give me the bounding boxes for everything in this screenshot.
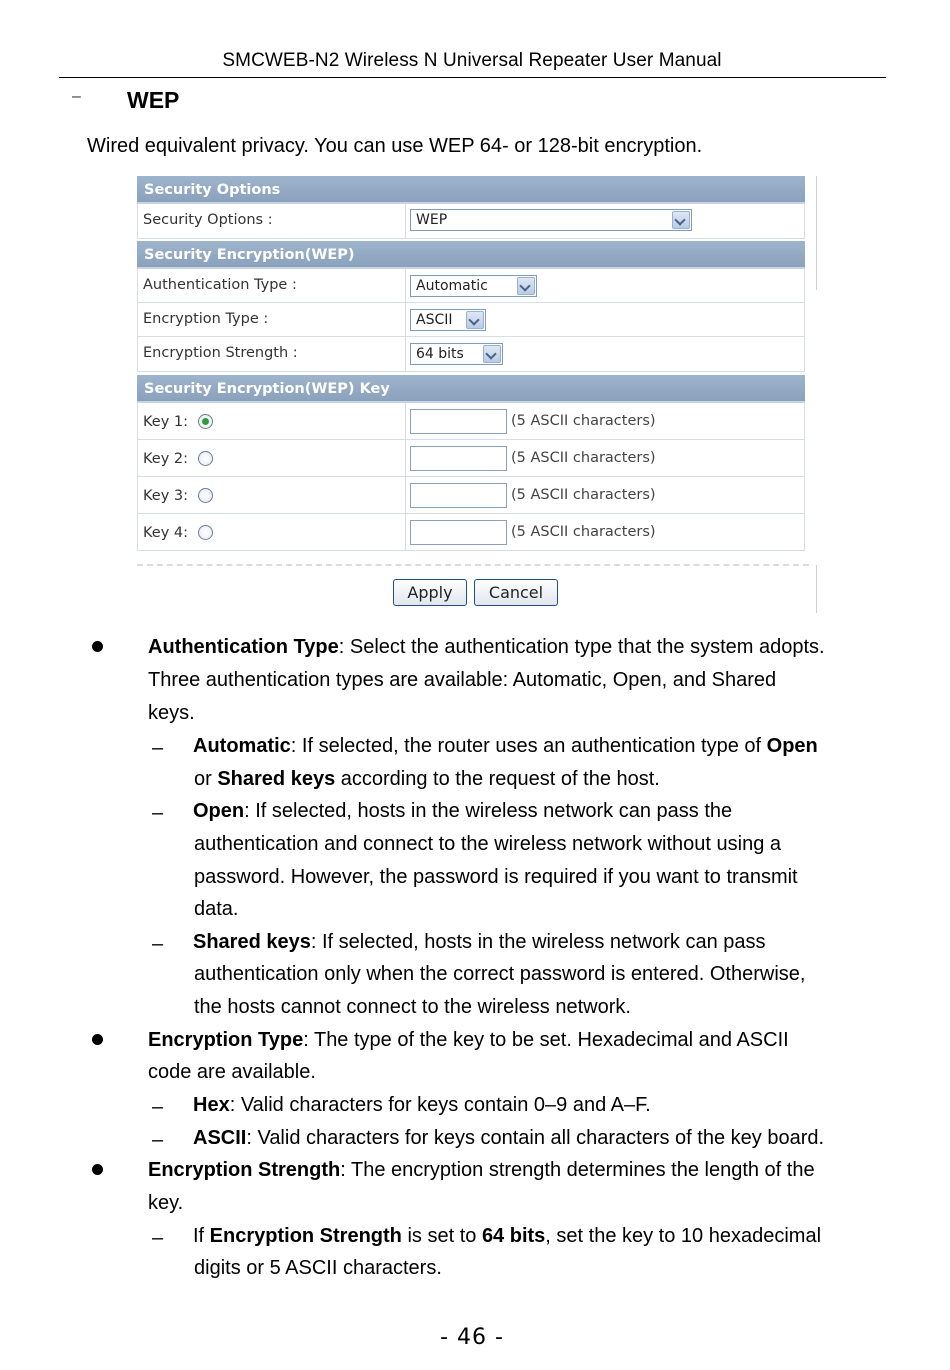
key-input[interactable] [410,520,507,545]
dash-marker: – [152,1227,164,1249]
item-text: If [193,1225,210,1247]
security-options-value: WEP [416,212,448,228]
sub-item-cont [194,763,660,796]
item-text: : The type of the key to be set. Hexadecimal and ASCII [303,1029,789,1051]
item-text: data. [194,898,239,920]
cancel-button[interactable]: Cancel [474,579,558,606]
apply-button[interactable]: Apply [393,579,467,606]
term: Shared keys [193,931,311,953]
key-label: Key 4: [143,525,189,541]
dash-marker: – [152,737,164,759]
wep-settings-panel [137,176,819,614]
security-options-row [137,204,805,239]
item-text: or [194,768,218,790]
item-text: : Select the authentication type that the system adopts. [338,636,825,658]
bullet-icon [92,641,103,652]
item-text: is set to [401,1225,482,1247]
key-hint: (5 ASCII characters) [511,524,656,540]
key-radio[interactable] [198,414,213,429]
column-divider [405,477,406,513]
auth-type-value: Automatic [416,278,488,294]
auth-type-label: Authentication Type : [143,277,297,293]
encryption-header: Security Encryption(WEP) [137,241,805,269]
sub-item [193,795,732,828]
item-text: the hosts cannot connect to the wireless network. [194,996,631,1018]
header-rule [59,77,886,78]
column-divider [405,337,406,371]
item-text: : If selected, the router uses an authentication type of [290,735,767,757]
auth-type-select[interactable] [410,275,537,297]
sub-item [193,1089,651,1122]
column-divider [405,303,406,336]
key-label: Key 3: [143,488,189,504]
section-intro: Wired equivalent privacy. You can use WEP 64- or 128-bit encryption. [87,135,703,157]
term: Encryption Strength [148,1159,341,1181]
key-radio[interactable] [198,451,213,466]
item-text: : If selected, hosts in the wireless network can pass the [244,800,733,822]
security-options-label: Security Options : [143,212,273,228]
item-text: key. [148,1192,184,1214]
key-row [137,440,805,477]
item-text: , set the key to 10 hexadecimal [545,1225,822,1247]
key-row [137,477,805,514]
item-text: authentication only when the correct password is entered. Otherwise, [194,963,806,985]
item-text: password. However, the password is required if you want to transmit [194,866,798,888]
item-text: digits or 5 ASCII characters. [194,1257,442,1279]
item-text: code are available. [148,1061,316,1083]
item-text: : Valid characters for keys contain all characters of the key board. [246,1127,825,1149]
item-text: authentication and connect to the wireless network without using a [194,833,782,855]
key-hint: (5 ASCII characters) [511,413,656,429]
dash-marker: – [152,802,164,824]
term: Open [193,800,245,822]
bullet-icon [92,1034,103,1045]
dash-marker: – [152,1129,164,1151]
key-hint: (5 ASCII characters) [511,450,656,466]
column-divider [405,440,406,476]
section-marker: – [72,88,81,105]
key-radio[interactable] [198,525,213,540]
page-number: - 46 - [440,1325,504,1350]
dash-marker: – [152,1096,164,1118]
key-label: Key 1: [143,414,189,430]
term: Hex [193,1094,230,1116]
term: Encryption Strength [209,1225,402,1247]
item-text: : The encryption strength determines the length of the [340,1159,815,1181]
list-item [148,631,825,664]
column-divider [405,403,406,439]
sub-item [193,1220,821,1253]
key-input[interactable] [410,483,507,508]
auth-type-row [137,269,805,303]
security-options-select[interactable] [410,209,692,231]
page-header: SMCWEB-N2 Wireless N Universal Repeater User Manual [222,50,722,71]
bullet-icon [92,1164,103,1175]
term: Automatic [193,735,291,757]
section-title: WEP [127,87,180,113]
term: Shared keys [217,768,336,790]
sub-item [193,926,766,959]
key-header: Security Encryption(WEP) Key [137,375,805,403]
item-text: : If selected, hosts in the wireless network can pass [310,931,766,953]
item-text: Three authentication types are available: Automatic, Open, and Shared [148,669,777,691]
enc-type-value: ASCII [416,312,453,328]
item-text: : Valid characters for keys contain 0–9 and A–F. [229,1094,651,1116]
dash-marker: – [152,933,164,955]
security-options-header: Security Options [137,176,805,204]
chevron-down-icon [517,277,535,295]
enc-type-select[interactable] [410,309,486,331]
chevron-down-icon [466,311,484,329]
column-divider [405,269,406,302]
chevron-down-icon [672,211,690,229]
enc-type-row [137,303,805,337]
column-divider [405,204,406,238]
key-radio[interactable] [198,488,213,503]
enc-strength-row [137,337,805,372]
chevron-down-icon [483,345,501,363]
term: Authentication Type [148,636,339,658]
enc-strength-label: Encryption Strength : [143,345,298,361]
term: Open [766,735,818,757]
enc-strength-value: 64 bits [416,346,464,362]
enc-type-label: Encryption Type : [143,311,269,327]
term: 64 bits [481,1225,546,1247]
key-hint: (5 ASCII characters) [511,487,656,503]
key-row [137,403,805,440]
key-input[interactable] [410,409,507,434]
term: Encryption Type [148,1029,304,1051]
term: ASCII [193,1127,247,1149]
item-text: according to the request of the host. [335,768,660,790]
key-input[interactable] [410,446,507,471]
enc-strength-select[interactable] [410,343,503,365]
item-text: keys. [148,702,195,724]
key-row [137,514,805,551]
sub-item [193,1122,824,1155]
dashed-divider [137,564,809,566]
key-label: Key 2: [143,451,189,467]
column-divider [405,514,406,550]
list-item [148,1154,815,1187]
list-item [148,1024,789,1057]
sub-item [193,730,818,763]
